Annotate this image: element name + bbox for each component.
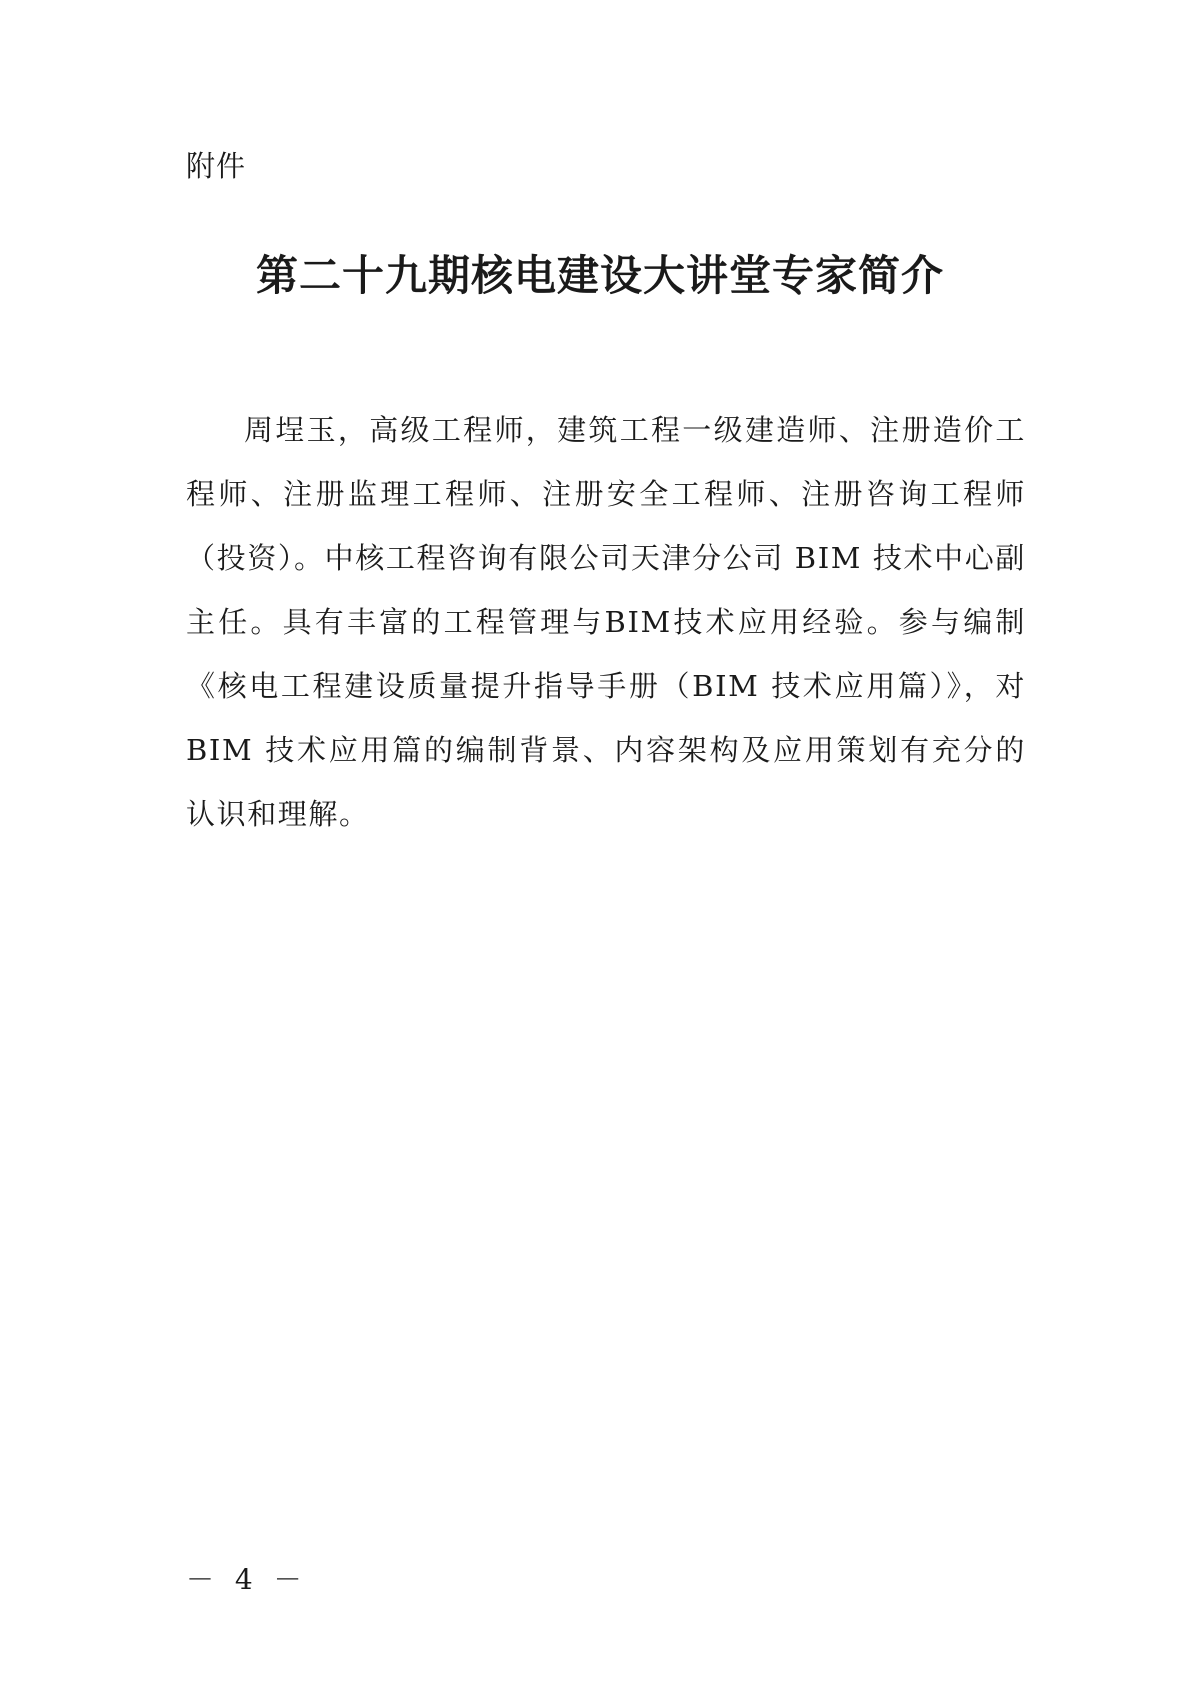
page-number: － 4 － xyxy=(186,1563,308,1596)
expert-introduction-paragraph: 周埕玉，高级工程师，建筑工程一级建造师、注册造价工程师、注册监理工程师、注册安全工程师、注册咨询工程师（投资）。中核工程咨询有限公司天津分公司 BIM 技术中心副主任。具有丰富的工程管理与BIM技术应用经验。参与编制《核电工程建设质量提升指导手册（BIM 技术应用篇）》，对BIM 技术应用篇的编制背景、内容架构及应用策划有充分的认识和理解。 xyxy=(186,413,1026,831)
attachment-label: 附件 xyxy=(186,149,247,183)
document-title: 第二十九期核电建设大讲堂专家简介 xyxy=(255,251,944,300)
